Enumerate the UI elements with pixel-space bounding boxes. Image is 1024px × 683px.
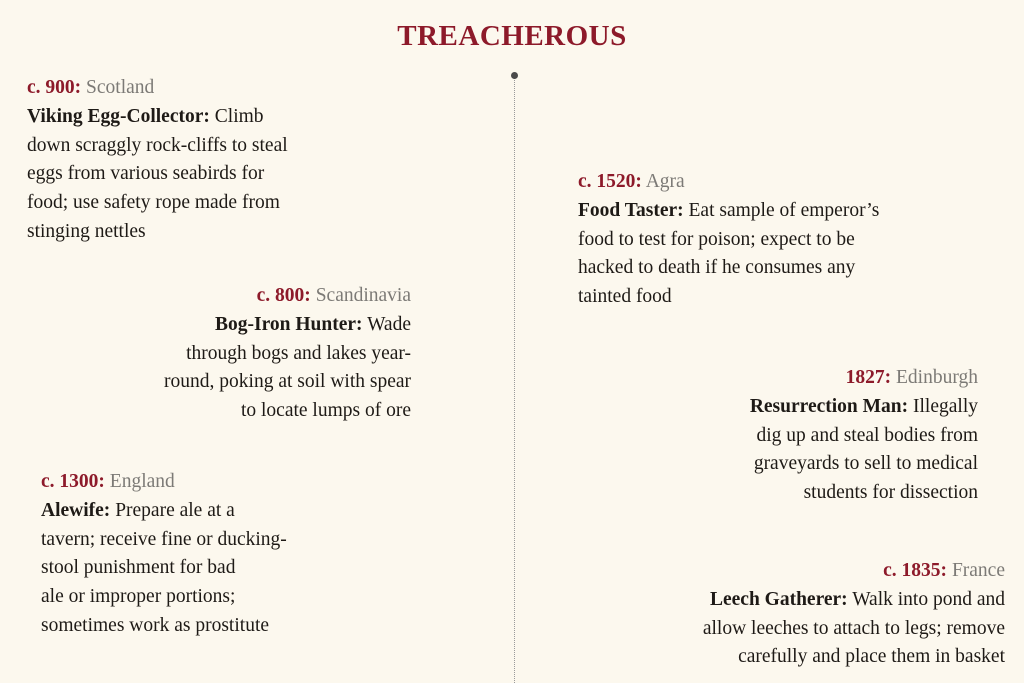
entry-place: Scandinavia xyxy=(315,285,411,306)
entry-text: tainted food xyxy=(578,286,672,308)
entry-text: Eat sample of emperor’s xyxy=(683,199,880,221)
dot-icon xyxy=(511,72,518,79)
timeline-line xyxy=(514,76,515,683)
entry-place: England xyxy=(109,471,175,492)
entry-place: Scotland xyxy=(86,77,155,98)
entry-date: c. 1300: xyxy=(41,471,105,492)
timeline-entry-alewife xyxy=(41,468,287,641)
entry-first-line xyxy=(703,586,1005,615)
timeline-entry-resurrection-man xyxy=(750,364,978,508)
timeline-entry-leech-gatherer xyxy=(703,557,1005,672)
entry-header xyxy=(41,468,287,497)
entry-text: through bogs and lakes year- xyxy=(186,342,411,364)
entry-place: France xyxy=(951,560,1005,581)
entry-first-line xyxy=(164,311,411,340)
entry-header xyxy=(703,557,1005,586)
entry-first-line xyxy=(578,197,879,226)
entry-text: sometimes work as prostitute xyxy=(41,614,270,636)
entry-date: c. 900: xyxy=(27,77,82,98)
entry-job: Viking Egg-Collector: xyxy=(27,105,210,127)
entry-text: tavern; receive fine or ducking- xyxy=(41,528,287,550)
entry-first-line xyxy=(750,393,978,422)
entry-date: 1827: xyxy=(845,367,892,388)
entry-text: to locate lumps of ore xyxy=(240,400,411,422)
entry-header xyxy=(578,168,879,197)
entry-text: graveyards to sell to medical xyxy=(753,453,978,475)
entry-first-line xyxy=(41,497,287,526)
entry-text: Wade xyxy=(362,313,411,335)
entry-text: Illegally xyxy=(908,395,978,417)
entry-header xyxy=(164,282,411,311)
page-title: TREACHEROUS xyxy=(397,20,627,52)
entry-text: down scraggly rock-cliffs to steal xyxy=(27,134,288,156)
entry-text: Walk into pond and xyxy=(847,588,1005,610)
entry-job: Bog-Iron Hunter: xyxy=(215,313,363,335)
entry-text: food; use safety rope made from xyxy=(27,192,280,214)
entry-text: allow leeches to attach to legs; remove xyxy=(702,617,1005,639)
entry-text: students for dissection xyxy=(803,482,978,504)
entry-header xyxy=(750,364,978,393)
entry-text: carefully and place them in basket xyxy=(738,646,1005,668)
entry-text: hacked to death if he consumes any xyxy=(578,257,856,279)
timeline-entry-food-taster xyxy=(578,168,879,312)
entry-text: stinging nettles xyxy=(27,220,146,242)
entry-job: Resurrection Man: xyxy=(749,395,909,417)
entry-job: Food Taster: xyxy=(578,199,684,221)
entry-date: c. 800: xyxy=(256,285,311,306)
entry-text: dig up and steal bodies from xyxy=(756,424,978,446)
timeline-entry-viking-egg-collector xyxy=(27,74,288,247)
entry-date: c. 1835: xyxy=(883,560,948,581)
timeline-entry-bog-iron-hunter xyxy=(164,282,411,426)
entry-job: Leech Gatherer: xyxy=(709,588,848,610)
entry-first-line xyxy=(27,103,288,132)
entry-date: c. 1520: xyxy=(578,171,642,192)
entry-text: Climb xyxy=(209,105,264,127)
entry-text: stool punishment for bad xyxy=(41,557,236,579)
entry-place: Edinburgh xyxy=(896,367,978,388)
entry-text: eggs from various seabirds for xyxy=(27,163,265,185)
entry-text: ale or improper portions; xyxy=(41,586,236,608)
entry-place: Agra xyxy=(645,171,685,192)
entry-text: round, poking at soil with spear xyxy=(164,371,411,393)
entry-text: Prepare ale at a xyxy=(110,499,235,521)
entry-text: food to test for poison; expect to be xyxy=(578,228,855,250)
entry-job: Alewife: xyxy=(41,499,111,521)
entry-header xyxy=(27,74,288,103)
